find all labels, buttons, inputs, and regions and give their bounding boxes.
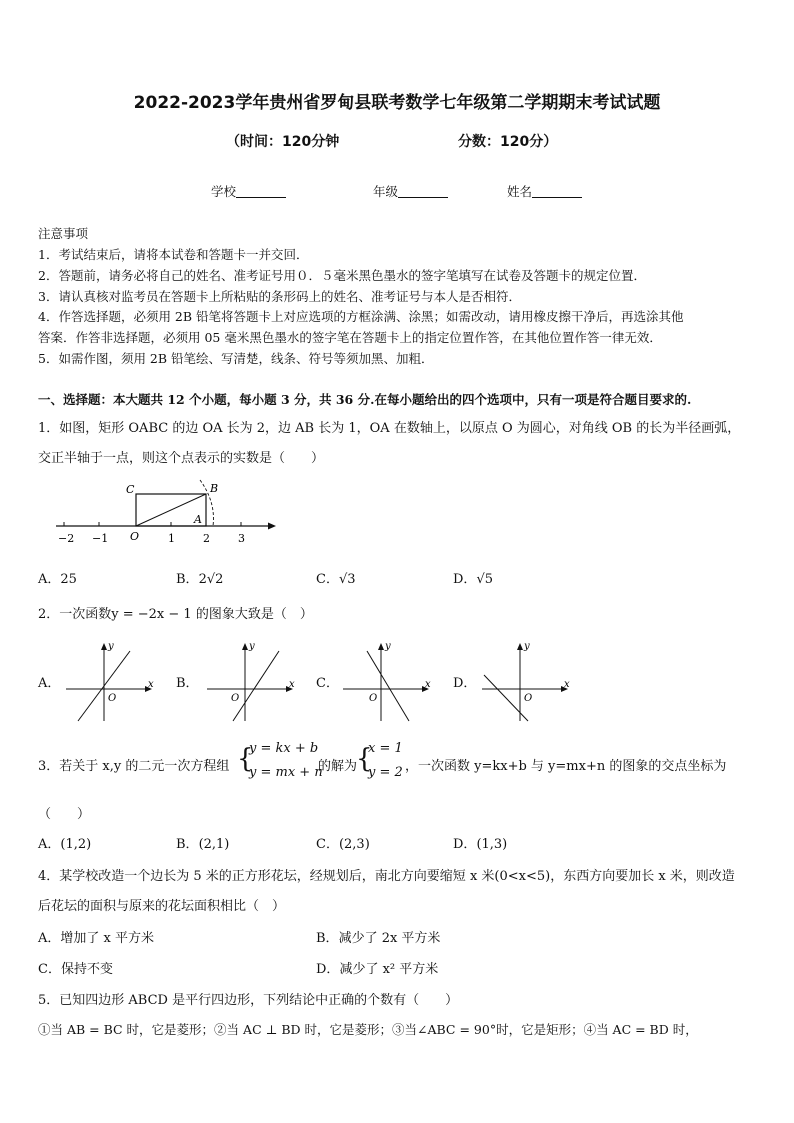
svg-text:y: y	[108, 641, 114, 652]
q3-option-a[interactable]: A．(1,2)	[38, 837, 92, 852]
brace-icon: {	[356, 744, 373, 774]
note-item: 5．如需作图，须用 2B 铅笔绘、写清楚，线条、符号等须加黑、加粗．	[38, 351, 434, 366]
q2-option-a[interactable]: A．	[38, 676, 61, 691]
note-item: 4．作答选择题，必须用 2B 铅笔将答题卡上对应选项的方框涂满、涂黑；如需改动，请用橡皮擦干净后，再选涂其他	[38, 309, 684, 324]
brace-icon: {	[237, 744, 254, 774]
tick-label: 1	[168, 532, 175, 545]
q4-option-c[interactable]: C．保持不变	[38, 962, 113, 977]
tick-label: 2	[203, 532, 210, 545]
school-label: 学校	[211, 184, 237, 199]
note-item: 答案．作答非选择题，必须用 05 毫米黑色墨水的签字笔在答题卡上的指定位置作答，在其他位置作答一律无效．	[38, 330, 662, 345]
svg-text:x: x	[148, 679, 154, 690]
svg-text:y: y	[249, 641, 255, 652]
svg-text:x: x	[289, 679, 295, 690]
q3-suffix: ，一次函数 y=kx+b 与 y=mx+n 的图象的交点坐标为	[405, 759, 727, 774]
q4-text: 4．某学校改造一个边长为 5 米的正方形花坛，经规划后，南北方向要缩短 x 米(0<x<5)，东西方向要加长 x 米，则改造	[38, 869, 735, 884]
exam-time: （时间：120分钟	[226, 134, 340, 150]
q4-text-cont: 后花坛的面积与原来的花坛面积相比（ ）	[38, 899, 286, 914]
q3-prefix: 3．若关于 x,y 的二元一次方程组	[38, 759, 230, 774]
note-item: 3．请认真核对监考员在答题卡上所粘贴的条形码上的姓名、准考证号与本人是否相符．	[38, 289, 521, 304]
q4-option-b[interactable]: B．减少了 2x 平方米	[316, 931, 441, 946]
point-label: A	[194, 513, 202, 526]
svg-text:x: x	[425, 679, 431, 690]
section-heading: 一、选择题：本大题共 12 个小题，每小题 3 分，共 36 分.在每小题给出的四个选项中，只有一项是符合题目要求的.	[38, 392, 692, 407]
name-label: 姓名	[507, 184, 533, 199]
svg-text:x: x	[564, 679, 570, 690]
q1-option-c[interactable]: C．√3	[316, 572, 356, 587]
grade-field	[373, 182, 448, 200]
q2-option-b[interactable]: B．	[176, 676, 199, 691]
tick-label: −2	[58, 532, 75, 545]
grade-blank	[398, 185, 448, 198]
school-field	[211, 182, 286, 200]
tick-label: 3	[238, 532, 245, 545]
q5-statements: ①当 AB = BC 时，它是菱形；②当 AC ⊥ BD 时，它是菱形；③当∠ABC = 90°时，它是矩形；④当 AC = BD 时，	[38, 1022, 698, 1037]
q3-option-b[interactable]: B．(2,1)	[176, 837, 230, 852]
q2-graph-c	[339, 637, 435, 723]
school-blank	[236, 185, 286, 198]
q3-solution-y: y = 2	[368, 765, 403, 780]
q3-option-c[interactable]: C．(2,3)	[316, 837, 370, 852]
q1-text-cont: 交正半轴于一点，则这个点表示的实数是（ ）	[38, 451, 325, 466]
q2-text: 2．一次函数y = −2x − 1 的图象大致是（ ）	[38, 607, 313, 622]
svg-text:O: O	[524, 693, 533, 704]
note-item: 2．答题前，请务必将自己的姓名、准考证号用０．５毫米黑色墨水的签字笔填写在试卷及答题卡的规定位置．	[38, 268, 646, 283]
q1-option-b[interactable]: B．2√2	[176, 572, 224, 587]
q3-solution-x: x = 1	[368, 741, 403, 756]
q4-option-a[interactable]: A．增加了 x 平方米	[38, 931, 154, 946]
svg-text:y: y	[524, 641, 530, 652]
tick-label: −1	[92, 532, 109, 545]
name-field	[507, 182, 582, 200]
note-item: 1．考试结束后，请将本试卷和答题卡一并交回．	[38, 247, 309, 262]
q5-text: 5．已知四边形 ABCD 是平行四边形，下列结论中正确的个数有（ ）	[38, 993, 459, 1008]
q3-middle: 的解为	[318, 759, 358, 774]
q1-option-a[interactable]: A．25	[38, 572, 77, 587]
q2-graph-b	[203, 637, 299, 723]
q3-equation-1: y = kx + b	[249, 741, 319, 756]
exam-score: 分数：120分）	[458, 134, 558, 150]
q2-option-c[interactable]: C．	[316, 676, 339, 691]
svg-text:O: O	[108, 693, 117, 704]
point-label: B	[210, 482, 219, 495]
q3-option-d[interactable]: D．(1,3)	[453, 837, 508, 852]
q1-number-line-figure	[50, 476, 280, 546]
q3-answer-paren: （ ）	[38, 807, 91, 822]
svg-text:O: O	[369, 693, 378, 704]
q2-option-d[interactable]: D．	[453, 676, 477, 691]
point-label: C	[126, 483, 135, 496]
q1-text: 1．如图，矩形 OABC 的边 OA 长为 2，边 AB 长为 1，OA 在数轴上，以原点 O 为圆心，对角线 OB 的长为半径画弧，	[38, 421, 741, 436]
notes-heading: 注意事项	[38, 226, 89, 241]
q2-graph-d	[478, 637, 574, 723]
q4-option-d[interactable]: D．减少了 x² 平方米	[316, 962, 439, 977]
page-title: 2022-2023学年贵州省罗甸县联考数学七年级第二学期期末考试试题	[133, 93, 661, 113]
q3-equation-2: y = mx + n	[249, 765, 323, 780]
tick-label: O	[130, 530, 140, 543]
svg-text:y: y	[385, 641, 391, 652]
q1-option-d[interactable]: D．√5	[453, 572, 493, 587]
grade-label: 年级	[373, 184, 399, 199]
svg-text:O: O	[231, 693, 240, 704]
name-blank	[532, 185, 582, 198]
q2-graph-a	[62, 637, 158, 723]
